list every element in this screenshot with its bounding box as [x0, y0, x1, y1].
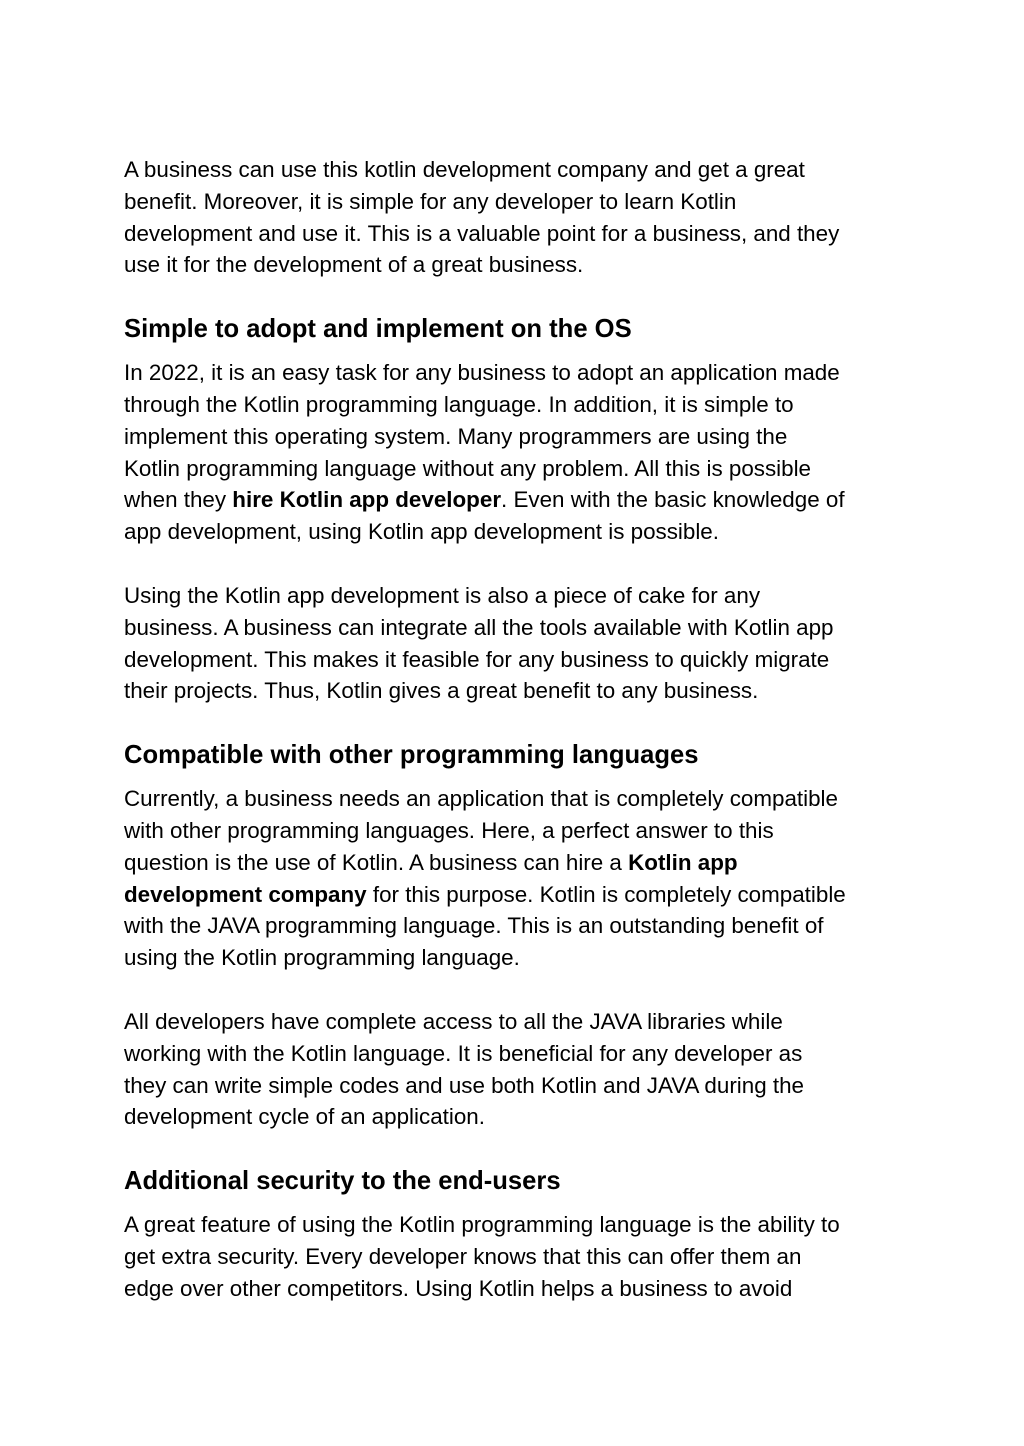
section2-paragraph-1 [124, 783, 914, 974]
intro-paragraph [124, 154, 914, 281]
text-line: with the JAVA programming language. This is an outstanding benefit of [124, 913, 824, 939]
text-run: when they [124, 487, 233, 513]
text-line: app development, using Kotlin app development is possible. [124, 519, 719, 545]
spacer [124, 771, 914, 783]
text-line: they can write simple codes and use both Kotlin and JAVA during the [124, 1072, 805, 1098]
text-line: using the Kotlin programming language. [124, 945, 520, 971]
bold-keyword: Kotlin app [628, 849, 738, 875]
text-run: for this purpose. Kotlin is completely compatible [366, 881, 846, 907]
text-line: Currently, a business needs an application that is completely compatible [124, 786, 838, 812]
spacer [124, 345, 914, 357]
spacer [124, 548, 914, 580]
text-line: A great feature of using the Kotlin programming language is the ability to [124, 1212, 840, 1238]
text-line: development. This makes it feasible for any business to quickly migrate [124, 646, 830, 672]
text-run: . Even with the basic knowledge of [501, 487, 845, 513]
spacer [124, 974, 914, 1006]
text-line: development and use it. This is a valuable point for a business, and they [124, 220, 840, 246]
section-heading: Compatible with other programming languages [124, 741, 699, 770]
bold-keyword: development company [124, 881, 367, 907]
text-line: Kotlin programming language without any problem. All this is possible [124, 455, 812, 481]
text-line [124, 879, 914, 911]
text-line: working with the Kotlin language. It is beneficial for any developer as [124, 1040, 803, 1066]
text-line: implement this operating system. Many programmers are using the [124, 423, 788, 449]
text-line [124, 847, 914, 879]
spacer [124, 1133, 914, 1165]
bold-keyword: hire Kotlin app developer [232, 487, 502, 513]
text-line: their projects. Thus, Kotlin gives a great benefit to any business. [124, 678, 759, 704]
text-run: question is the use of Kotlin. A business can hire a [124, 849, 629, 875]
text-line: edge over other competitors. Using Kotlin helps a business to avoid [124, 1275, 793, 1301]
spacer [124, 281, 914, 313]
text-line: In 2022, it is an easy task for any business to adopt an application made [124, 360, 840, 386]
text-line: All developers have complete access to all the JAVA libraries while [124, 1008, 783, 1034]
text-line: through the Kotlin programming language. In addition, it is simple to [124, 391, 794, 417]
text-line: benefit. Moreover, it is simple for any developer to learn Kotlin [124, 188, 737, 214]
text-line: A business can use this kotlin development company and get a great [124, 157, 805, 182]
text-line: business. A business can integrate all the tools available with Kotlin app [124, 614, 834, 640]
text-line: use it for the development of a great business. [124, 252, 584, 278]
text-line: development cycle of an application. [124, 1104, 485, 1130]
document-page [124, 154, 914, 1305]
text-line: get extra security. Every developer knows that this can offer them an [124, 1243, 802, 1269]
spacer [124, 1197, 914, 1209]
section-heading: Additional security to the end-users [124, 1167, 561, 1196]
section1-paragraph-1 [124, 357, 914, 548]
text-line [124, 484, 914, 516]
spacer [124, 707, 914, 739]
section1-paragraph-2 [124, 580, 914, 707]
section2-paragraph-2 [124, 1006, 914, 1133]
text-line: Using the Kotlin app development is also a piece of cake for any [124, 582, 761, 608]
section-heading: Simple to adopt and implement on the OS [124, 315, 632, 344]
section3-paragraph-1 [124, 1209, 914, 1304]
text-line: with other programming languages. Here, a perfect answer to this [124, 817, 774, 843]
